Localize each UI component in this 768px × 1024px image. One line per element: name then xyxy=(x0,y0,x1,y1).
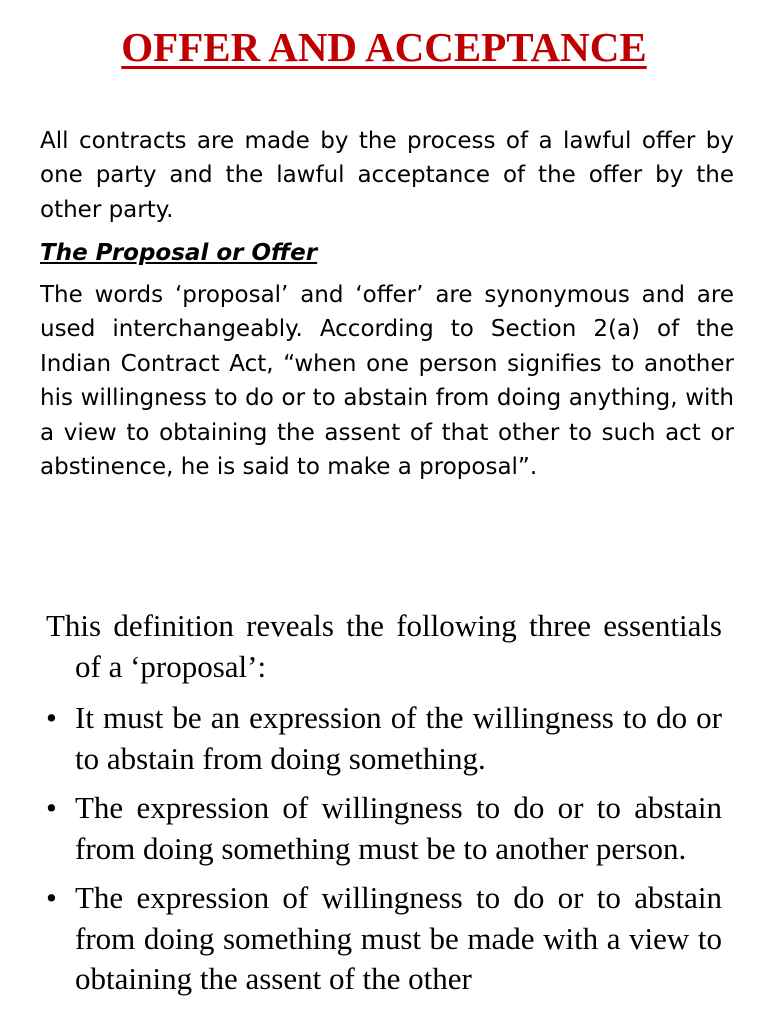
offer-definition-paragraph: The words ‘proposal’ and ‘offer’ are synonymous and are used interchangeably. According to Section 2(a) of the Indian Contract Act, “when one person signifies to another his willingness to do or to abstain from doing anything, with a view to obtaining the assent of that other to such act or abstinence, he is said to make a proposal”. xyxy=(40,282,734,481)
bullet-icon: • xyxy=(46,790,57,825)
essentials-list-item xyxy=(46,698,722,779)
essentials-item-text: The expression of willingness to do or to abstain from doing something must be to another person. xyxy=(75,790,722,866)
intro-paragraph: All contracts are made by the process of a lawful offer by one party and the lawful acceptance of the offer by the other party. xyxy=(40,128,734,223)
essentials-item-text: It must be an expression of the willingness to do or to abstain from doing something. xyxy=(75,700,722,776)
essentials-list-item xyxy=(46,878,722,1000)
essentials-list xyxy=(46,698,722,1009)
bullet-icon: • xyxy=(46,880,57,915)
essentials-item-text: The expression of willingness to do or to abstain from doing something must be made with a view to obtaining the assent of the other xyxy=(75,880,722,996)
essentials-intro-paragraph xyxy=(46,606,722,687)
offer-section-heading: The Proposal or Offer xyxy=(40,240,318,266)
page-title: OFFER AND ACCEPTANCE xyxy=(121,24,647,70)
essentials-list-item xyxy=(46,788,722,869)
bullet-icon: • xyxy=(46,700,57,735)
essentials-intro-text: This definition reveals the following three essentials of a ‘proposal’: xyxy=(46,608,722,684)
